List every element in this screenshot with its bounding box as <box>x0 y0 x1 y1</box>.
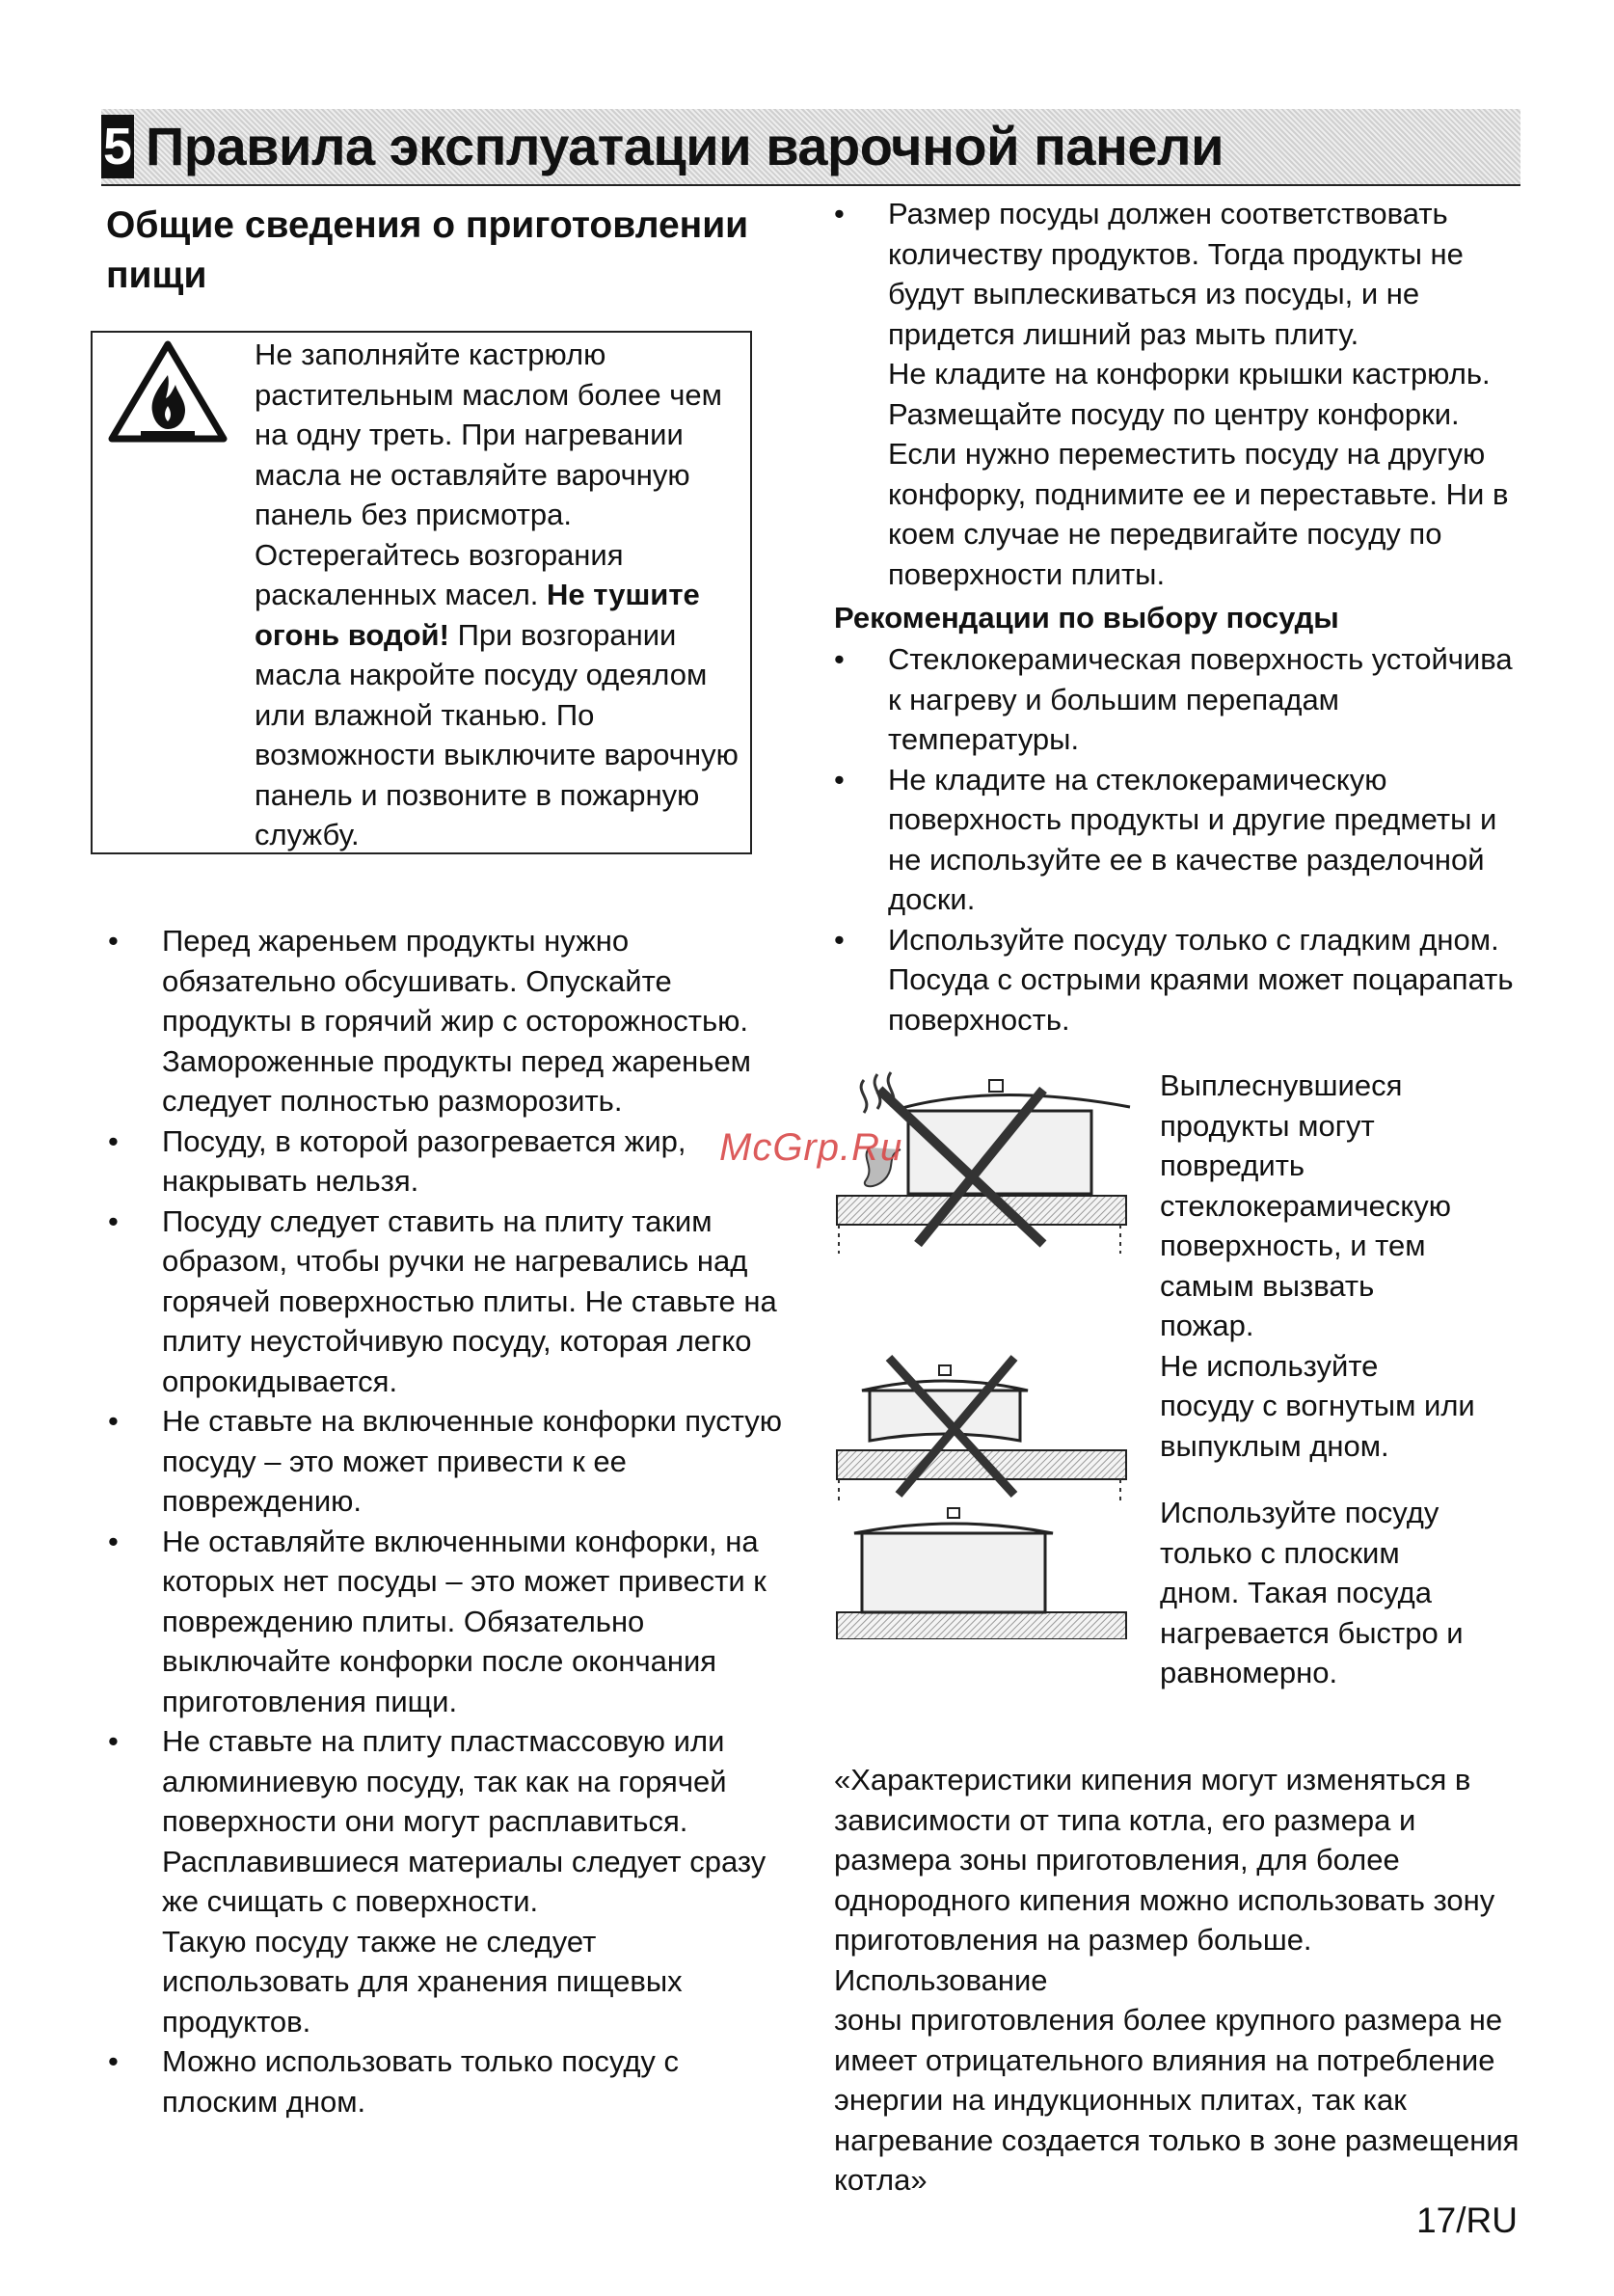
bullet-dot-icon: • <box>834 197 845 230</box>
bullet-line: доски. <box>888 882 976 916</box>
text-line: повредить <box>1160 1148 1305 1182</box>
bullet-line: обязательно обсушивать. Опускайте <box>162 963 672 998</box>
bullet-line: Расплавившиеся материалы следует сразу <box>162 1844 767 1878</box>
text-line: посуду с вогнутым или <box>1160 1389 1475 1422</box>
bullet-line: посуду – это может привести к ее <box>162 1444 627 1478</box>
bullet-line: повреждению. <box>162 1484 362 1518</box>
bullet-item <box>93 921 787 1121</box>
bullet-line: поверхность. <box>888 1002 1070 1037</box>
bullet-item <box>819 760 1532 920</box>
bullet-line: будут выплескиваться из посуды, и не <box>888 277 1420 311</box>
bullet-line: образом, чтобы ручки не нагревались над <box>162 1244 748 1278</box>
bullet-dot-icon: • <box>108 1123 119 1158</box>
warning-line: Не заполняйте кастрюлю <box>255 338 606 371</box>
text-line: пожар. <box>1160 1309 1254 1342</box>
bullet-line: Такую посуду также не следует <box>162 1924 597 1958</box>
text-line: Используйте посуду <box>1160 1496 1439 1529</box>
warning-line: возможности выключите варочную <box>255 738 739 771</box>
bullet-line: горячей поверхностью плиты. Не ставьте на <box>162 1283 777 1318</box>
left-heading-line2: пищи <box>106 255 207 296</box>
warning-line: панель без присмотра. <box>255 498 573 531</box>
bullet-line: продуктов. <box>162 2004 311 2039</box>
bullet-line: Используйте посуду только с гладким дном. <box>888 922 1499 957</box>
bullet-line: коем случае не передвигайте посуду по <box>888 517 1442 551</box>
warning-line: масла накройте посуду одеялом <box>255 658 708 691</box>
warning-bold-text: Не тушите <box>547 578 700 611</box>
text-line: размера зоны приготовления, для более <box>834 1843 1400 1877</box>
bullet-item <box>819 920 1532 1040</box>
text-line: только с плоским <box>1160 1535 1400 1570</box>
bullet-line: Посуда с острыми краями может поцарапать <box>888 962 1514 996</box>
bullet-line: количеству продуктов. Тогда продукты не <box>888 236 1464 271</box>
text-line: равномерно. <box>1160 1656 1338 1689</box>
warning-line <box>255 575 746 615</box>
section-number: 5 <box>101 115 134 178</box>
warning-line: или влажной тканью. По <box>255 697 595 732</box>
warning-text-span: раскаленных масел. <box>255 578 539 611</box>
bullet-line: использовать для хранения пищевых <box>162 1964 683 1998</box>
bullet-line: Можно использовать только посуду с <box>162 2044 680 2078</box>
bullet-line: которых нет посуды – это может привести к <box>162 1564 767 1598</box>
bullet-item <box>93 1721 787 2041</box>
bullet-line: плиту неустойчивую посуду, которая легко <box>162 1324 752 1358</box>
text-line: «Характеристики кипения могут изменяться в <box>834 1763 1471 1796</box>
text-line: самым вызвать <box>1160 1268 1375 1303</box>
text-line: Выплеснувшиеся <box>1160 1068 1403 1102</box>
cookware-subheading: Рекомендации по выбору посуды <box>834 601 1339 635</box>
bullet-line: придется лишний раз мыть плиту. <box>888 316 1359 351</box>
text-line: зоны приготовления более крупного размера не <box>834 2003 1503 2037</box>
bullet-line: Посуду, в которой разогревается жир, <box>162 1123 686 1158</box>
bullet-line: Замороженные продукты перед жареньем <box>162 1043 751 1078</box>
bullet-line: Не оставляйте включенными конфорки, на <box>162 1524 759 1558</box>
bullet-line: к нагреву и большим перепадам <box>888 682 1339 716</box>
text-line: котла» <box>834 2163 928 2197</box>
bullet-line: Не ставьте на включенные конфорки пустую <box>162 1404 782 1438</box>
text-line: имеет отрицательного влияния на потребление <box>834 2042 1495 2077</box>
boiling-note-quote <box>834 1760 1528 2201</box>
bullet-item <box>93 1522 787 1722</box>
text-line: нагревается быстро и <box>1160 1615 1464 1650</box>
bullet-line: Стеклокерамическая поверхность устойчива <box>888 642 1513 676</box>
bullet-line: Перед жареньем продукты нужно <box>162 924 630 958</box>
warning-line: Остерегайтесь возгорания <box>255 537 624 572</box>
bullet-item <box>819 194 1532 594</box>
bullet-item <box>93 1202 787 1402</box>
left-heading-line1: Общие сведения о приготовлении <box>106 204 749 246</box>
bullet-line: алюминиевую посуду, так как на горячей <box>162 1764 727 1798</box>
bullet-line: Если нужно переместить посуду на другую <box>888 437 1486 471</box>
text-line: нагревание создается только в зоне размещения <box>834 2122 1520 2157</box>
warning-line: панель и позвоните в пожарную <box>255 777 700 812</box>
watermark: McGrp.Ru <box>719 1126 903 1169</box>
warning-line: растительным маслом более чем <box>255 377 722 412</box>
bullet-item <box>93 1401 787 1522</box>
bullet-dot-icon: • <box>108 1724 119 1758</box>
warning-line: на одну треть. При нагревании <box>255 418 684 451</box>
text-line: однородного кипения можно использовать зону <box>834 1882 1495 1917</box>
fire-warning-icon <box>106 338 229 446</box>
bullet-line: опрокидывается. <box>162 1364 398 1398</box>
warning-bold-text: огонь водой! <box>255 617 449 652</box>
bullet-line: поверхность продукты и другие предметы и <box>888 802 1497 836</box>
bullet-line: плоским дном. <box>162 2084 366 2119</box>
bullet-line: Размер посуды должен соответствовать <box>888 197 1448 230</box>
section-title: Правила эксплуатации варочной панели <box>146 116 1224 176</box>
bullet-line: температуры. <box>888 722 1080 756</box>
bullet-dot-icon: • <box>108 2044 119 2078</box>
concave-pot-illustration <box>837 1358 1126 1504</box>
text-line: поверхность, и тем <box>1160 1229 1426 1262</box>
bullet-dot-icon: • <box>108 924 119 958</box>
bullet-line: же счищать с поверхности. <box>162 1884 539 1918</box>
bullet-item <box>93 2041 787 2121</box>
bullet-dot-icon: • <box>108 1203 119 1238</box>
text-line: зависимости от типа котла, его размера и <box>834 1802 1416 1837</box>
bullet-item <box>819 639 1532 760</box>
bullet-line: Размещайте посуду по центру конфорки. <box>888 396 1460 431</box>
bullet-line: выключайте конфорки после окончания <box>162 1644 717 1678</box>
bullet-line: Не ставьте на плиту пластмассовую или <box>162 1724 725 1758</box>
bullet-line: накрывать нельзя. <box>162 1164 419 1198</box>
illustration-caption-1 <box>1160 1066 1507 1466</box>
text-line: выпуклым дном. <box>1160 1428 1389 1463</box>
illustration-caption-2 <box>1160 1493 1507 1693</box>
warning-text <box>255 335 746 855</box>
bullet-dot-icon: • <box>108 1524 119 1558</box>
left-bullet-list <box>93 921 787 2121</box>
bullet-line: Не кладите на конфорки крышки кастрюль. <box>888 357 1491 391</box>
bullet-line: продукты в горячий жир с осторожностью. <box>162 1004 748 1038</box>
bullet-line: приготовления пищи. <box>162 1684 458 1718</box>
text-line: продукты могут <box>1160 1108 1375 1143</box>
bullet-line: Не кладите на стеклокерамическую <box>888 762 1387 797</box>
bullet-line: повреждению плиты. Обязательно <box>162 1604 645 1638</box>
left-heading <box>106 201 748 301</box>
right-top-bullet-list <box>819 194 1532 594</box>
bullet-line: не используйте ее в качестве разделочной <box>888 842 1485 877</box>
bullet-dot-icon: • <box>834 762 845 797</box>
bullet-dot-icon: • <box>834 922 845 957</box>
bullet-line: поверхности плиты. <box>888 556 1166 591</box>
warning-line: масла не оставляйте варочную <box>255 457 690 492</box>
warning-line <box>255 615 746 656</box>
bullet-line: поверхности они могут расплавиться. <box>162 1804 688 1838</box>
fire-warning-box <box>91 331 752 854</box>
right-bullet-list <box>819 639 1532 1040</box>
warning-text-span: При возгорании <box>457 617 677 652</box>
bullet-item <box>93 1121 787 1202</box>
text-line: стеклокерамическую <box>1160 1188 1451 1223</box>
text-line: дном. Такая посуда <box>1160 1576 1432 1609</box>
text-line: приготовления на размер больше. Использование <box>834 1923 1312 1997</box>
bullet-dot-icon: • <box>834 642 845 676</box>
bullet-line: следует полностью разморозить. <box>162 1084 623 1118</box>
flat-pot-illustration <box>837 1508 1126 1639</box>
text-line: Не используйте <box>1160 1348 1379 1383</box>
section-header <box>101 109 1520 186</box>
bullet-line: Посуду следует ставить на плиту таким <box>162 1203 713 1238</box>
text-line: энергии на индукционных плитах, так как <box>834 2083 1407 2117</box>
bullet-line: конфорку, поднимите ее и переставьте. Ни в <box>888 476 1509 511</box>
bullet-dot-icon: • <box>108 1404 119 1438</box>
warning-line: службу. <box>255 818 360 851</box>
page-number: 17/RU <box>1416 2201 1518 2240</box>
